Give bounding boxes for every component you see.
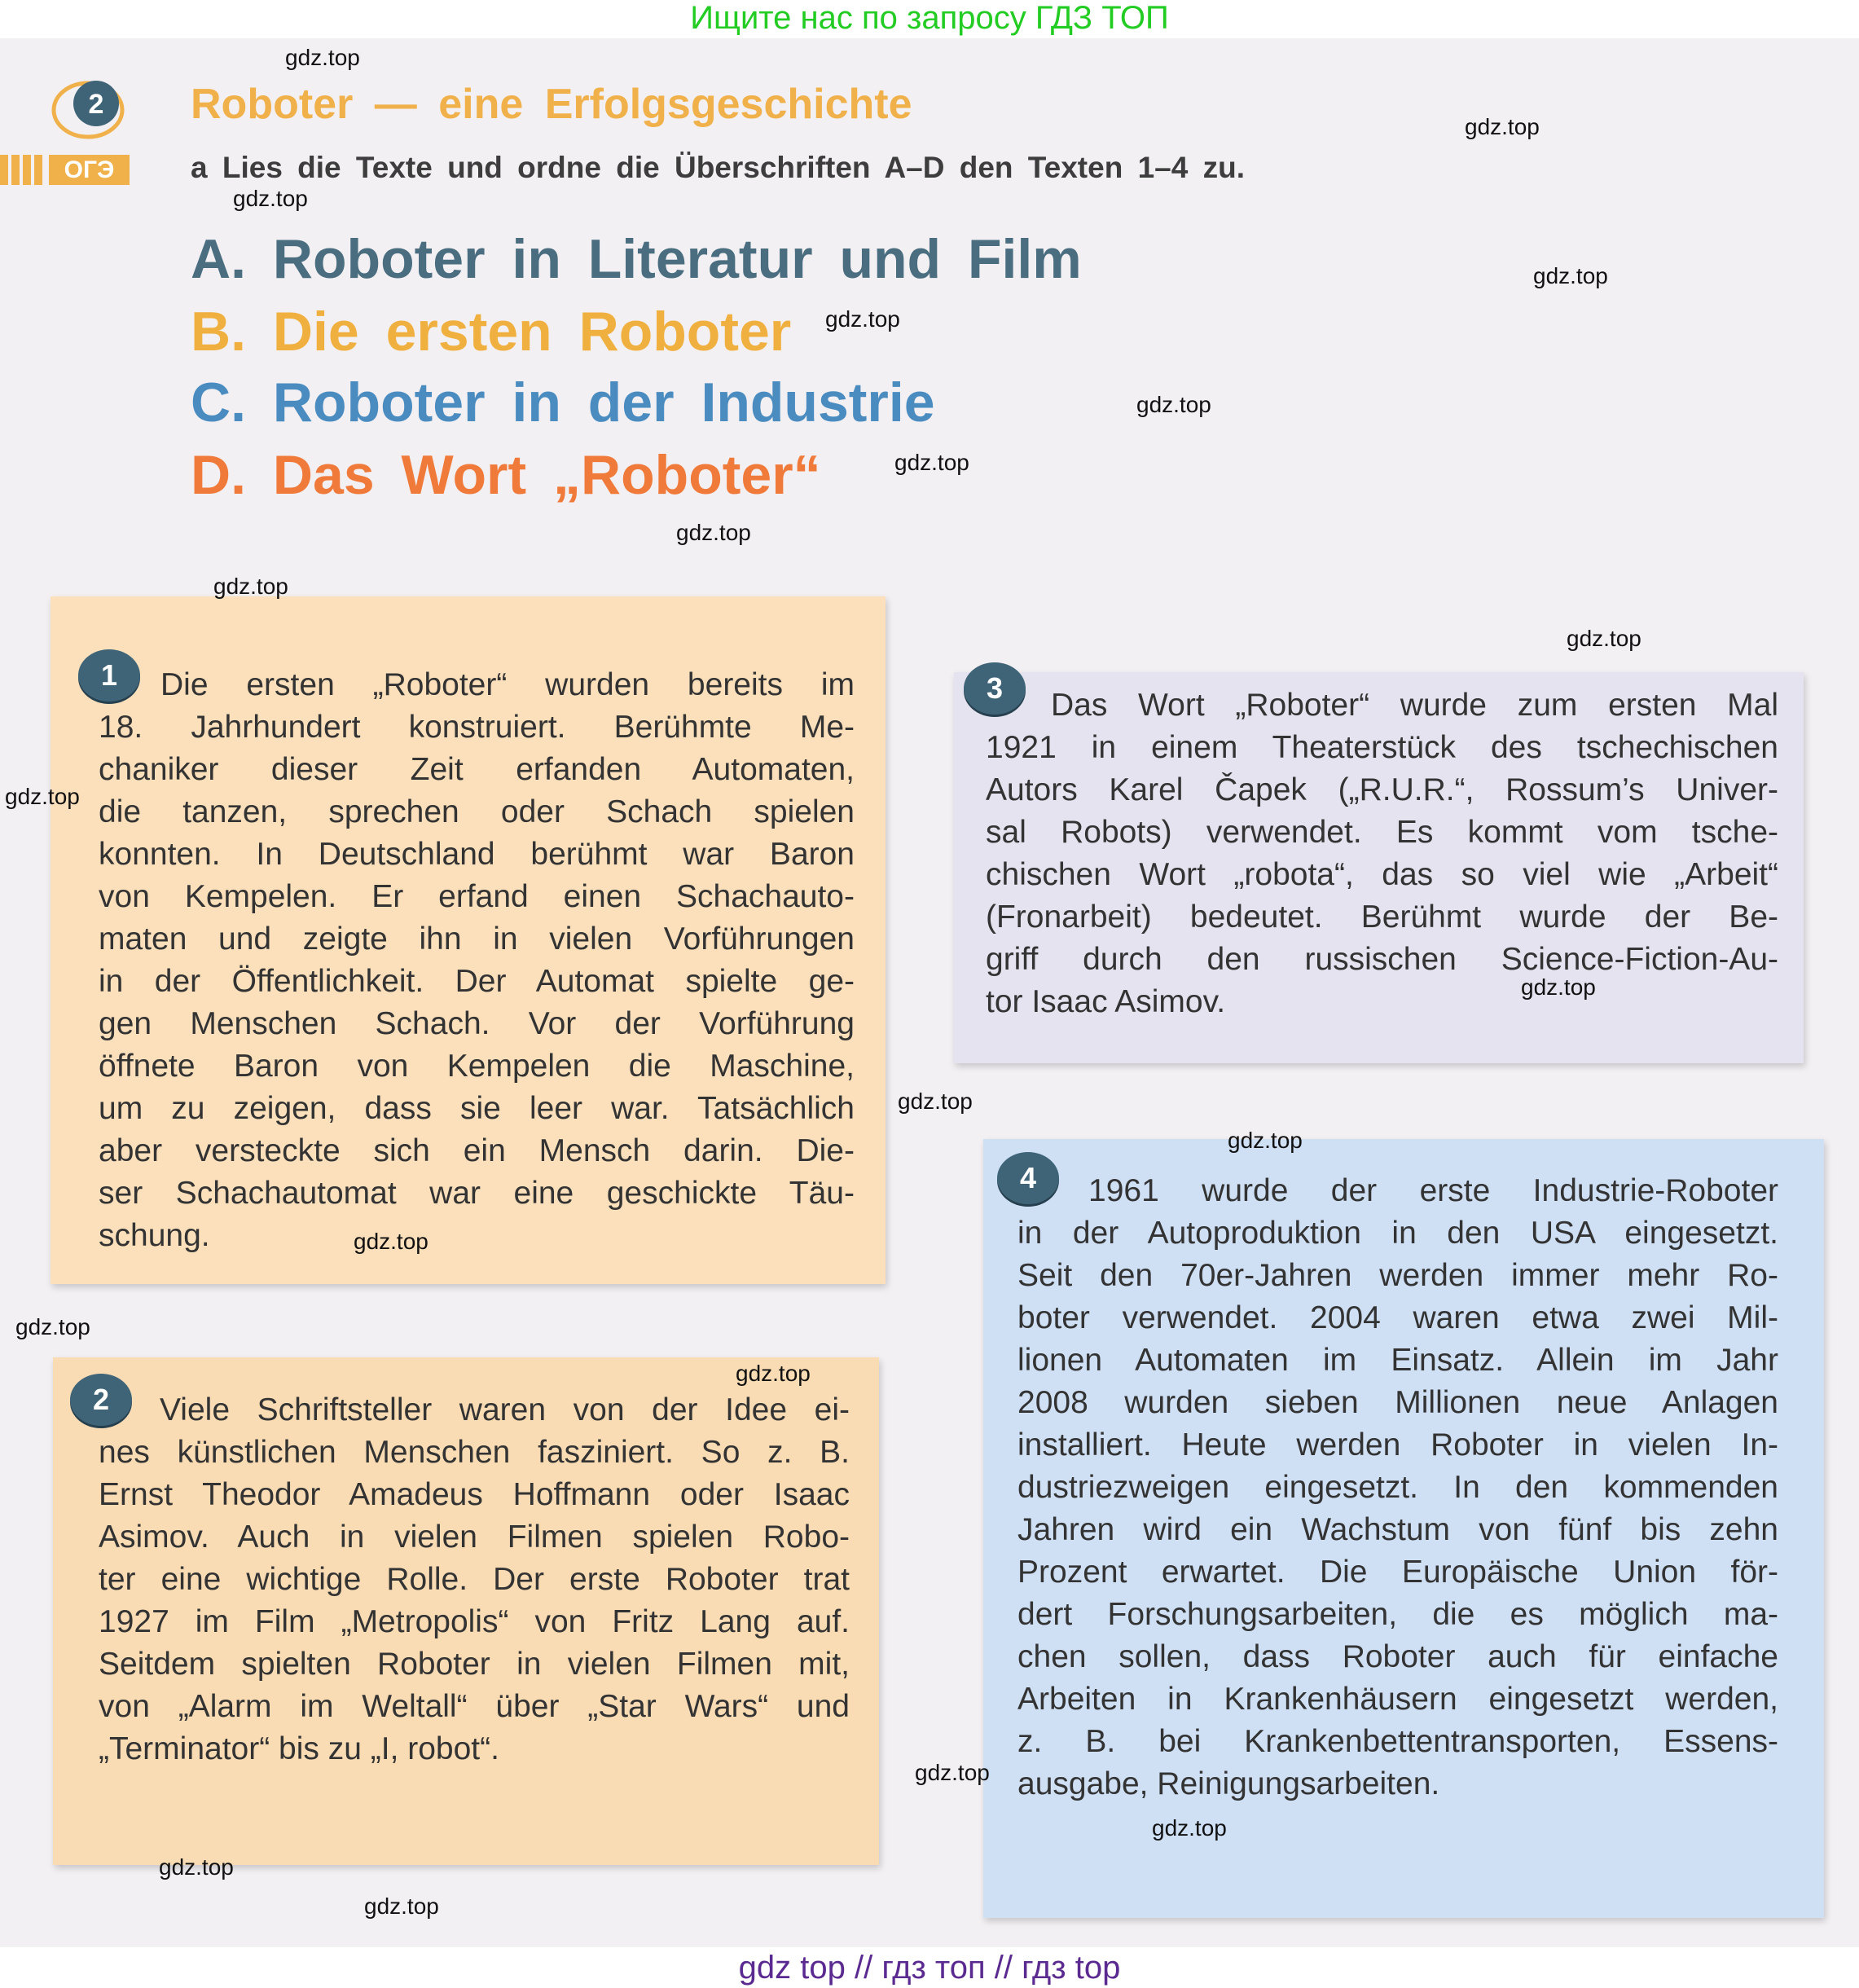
text-line: von Kempelen. Er erfand einen Schachauto- xyxy=(99,879,855,914)
watermark: gdz.top xyxy=(1465,114,1540,139)
exercise-instruction: a Lies die Texte und ordne die Überschriften A–D den Texten 1–4 zu. xyxy=(191,151,1245,184)
text-line: installiert. Heute werden Roboter in vielen In- xyxy=(1017,1427,1778,1462)
text-line: chischen Wort „robota“, das so viel wie „Arbeit“ xyxy=(986,857,1778,892)
text-line: tor Isaac Asimov. xyxy=(986,984,1226,1019)
watermark: gdz.top xyxy=(825,306,900,332)
text-line: 1927 im Film „Metropolis“ von Fritz Lang auf. xyxy=(99,1604,850,1639)
text-line: „Terminator“ bis zu „I, robot“. xyxy=(99,1731,499,1766)
watermark: gdz.top xyxy=(364,1893,439,1919)
text-line: boter verwendet. 2004 waren etwa zwei Mil- xyxy=(1017,1300,1778,1335)
text-number-4: 4 xyxy=(997,1152,1059,1204)
text-1-body xyxy=(99,664,855,1257)
text-line: Seit den 70er-Jahren werden immer mehr Ro- xyxy=(1017,1258,1778,1293)
text-line: Das Wort „Roboter“ wurde zum ersten Mal xyxy=(1051,688,1778,723)
text-line: 2008 wurden sieben Millionen neue Anlagen xyxy=(1017,1385,1778,1420)
text-line: maten und zeigte ihn in vielen Vorführungen xyxy=(99,921,855,957)
heading-b: B. Die ersten Roboter xyxy=(191,301,792,363)
watermark: gdz.top xyxy=(894,450,969,475)
text-line: ser Schachautomat war eine geschickte Täu- xyxy=(99,1176,855,1211)
text-line: Seitdem spielten Roboter in vielen Filmen mit, xyxy=(99,1647,850,1682)
watermark: gdz.top xyxy=(233,186,308,211)
text-line: gen Menschen Schach. Vor der Vorführung xyxy=(99,1006,855,1041)
text-line: sal Robots) verwendet. Es kommt vom tsche- xyxy=(986,815,1778,850)
text-line: konnten. In Deutschland berühmt war Baron xyxy=(99,837,855,872)
text-line: Autors Karel Čapek („R.U.R.“, Rossum’s Univer- xyxy=(986,772,1778,807)
exercise-number: 2 xyxy=(88,89,104,120)
text-line: z. B. bei Krankenbettentransporten, Essens- xyxy=(1017,1724,1778,1759)
text-line: die tanzen, sprechen oder Schach spielen xyxy=(99,794,855,829)
bottom-banner: gdz top // гдз топ // гдз top xyxy=(0,1947,1859,1988)
oge-dots-icon xyxy=(0,155,46,185)
heading-a: A. Roboter in Literatur und Film xyxy=(191,228,1082,290)
exercise-number-icon xyxy=(51,76,125,139)
text-2-body xyxy=(99,1389,850,1770)
text-line: Die ersten „Roboter“ wurden bereits im xyxy=(160,667,855,702)
text-line: chaniker dieser Zeit erfanden Automaten, xyxy=(99,752,855,787)
text-line: in der Öffentlichkeit. Der Automat spielte ge- xyxy=(99,964,855,999)
heading-c: C. Roboter in der Industrie xyxy=(191,372,935,433)
oge-label: ОГЭ xyxy=(49,155,130,185)
text-line: 1921 in einem Theaterstück des tschechischen xyxy=(986,730,1778,765)
text-line: Arbeiten in Krankenhäusern eingesetzt werden, xyxy=(1017,1682,1778,1717)
text-line: Asimov. Auch in vielen Filmen spielen Robo- xyxy=(99,1520,850,1555)
text-line: chen sollen, dass Roboter auch für einfache xyxy=(1017,1639,1778,1674)
watermark: gdz.top xyxy=(898,1089,973,1114)
text-line: dert Forschungsarbeiten, die es möglich ma- xyxy=(1017,1597,1778,1632)
text-line: in der Autoproduktion in den USA eingesetzt. xyxy=(1017,1216,1778,1251)
watermark: gdz.top xyxy=(1521,974,1596,1000)
watermark: gdz.top xyxy=(159,1854,234,1880)
text-line: aber versteckte sich ein Mensch darin. Die- xyxy=(99,1133,855,1168)
watermark: gdz.top xyxy=(1533,263,1608,288)
text-number-3: 3 xyxy=(964,662,1026,715)
text-3-body xyxy=(986,684,1778,1023)
watermark: gdz.top xyxy=(676,520,751,545)
text-line: 18. Jahrhundert konstruiert. Berühmte Me- xyxy=(99,710,855,745)
oge-badge xyxy=(0,155,130,185)
watermark: gdz.top xyxy=(5,784,80,809)
text-line: nes künstlichen Menschen fasziniert. So z. B. xyxy=(99,1435,850,1470)
watermark: gdz.top xyxy=(1136,392,1211,417)
text-line: ausgabe, Reinigungsarbeiten. xyxy=(1017,1766,1440,1801)
text-line: schung. xyxy=(99,1218,210,1253)
text-line: 1961 wurde der erste Industrie-Roboter xyxy=(1088,1173,1778,1208)
text-line: Viele Schriftsteller waren von der Idee ei- xyxy=(160,1392,850,1427)
text-line: Ernst Theodor Amadeus Hoffmann oder Isaac xyxy=(99,1477,850,1512)
watermark: gdz.top xyxy=(213,574,288,599)
text-line: Jahren wird ein Wachstum von fünf bis zehn xyxy=(1017,1512,1778,1547)
exercise-title: Roboter — eine Erfolgsgeschichte xyxy=(191,81,912,128)
text-4-body xyxy=(1017,1170,1778,1805)
text-line: griff durch den russischen Science-Fiction-Au- xyxy=(986,942,1778,977)
text-line: lionen Automaten im Einsatz. Allein im Jahr xyxy=(1017,1343,1778,1378)
text-number-1: 1 xyxy=(78,649,140,702)
text-line: von „Alarm im Weltall“ über „Star Wars“ und xyxy=(99,1689,850,1724)
text-line: Prozent erwartet. Die Europäische Union för- xyxy=(1017,1555,1778,1590)
watermark: gdz.top xyxy=(915,1760,990,1785)
heading-d: D. Das Wort „Roboter“ xyxy=(191,444,821,506)
watermark: gdz.top xyxy=(1228,1128,1303,1153)
text-line: (Fronarbeit) bedeutet. Berühmt wurde der Be- xyxy=(986,899,1778,935)
watermark: gdz.top xyxy=(1152,1815,1227,1841)
watermark: gdz.top xyxy=(354,1229,428,1254)
text-line: öffnete Baron von Kempelen die Maschine, xyxy=(99,1049,855,1084)
watermark: gdz.top xyxy=(285,45,360,70)
text-line: ter eine wichtige Rolle. Der erste Roboter trat xyxy=(99,1562,850,1597)
text-line: um zu zeigen, dass sie leer war. Tatsächlich xyxy=(99,1091,855,1126)
top-banner: Ищите нас по запросу ГДЗ ТОП xyxy=(0,0,1859,38)
text-number-2: 2 xyxy=(70,1374,132,1426)
text-line: dustriezweigen eingesetzt. In den kommenden xyxy=(1017,1470,1778,1505)
watermark: gdz.top xyxy=(15,1314,90,1339)
watermark: gdz.top xyxy=(1567,626,1641,651)
watermark: gdz.top xyxy=(736,1361,811,1386)
